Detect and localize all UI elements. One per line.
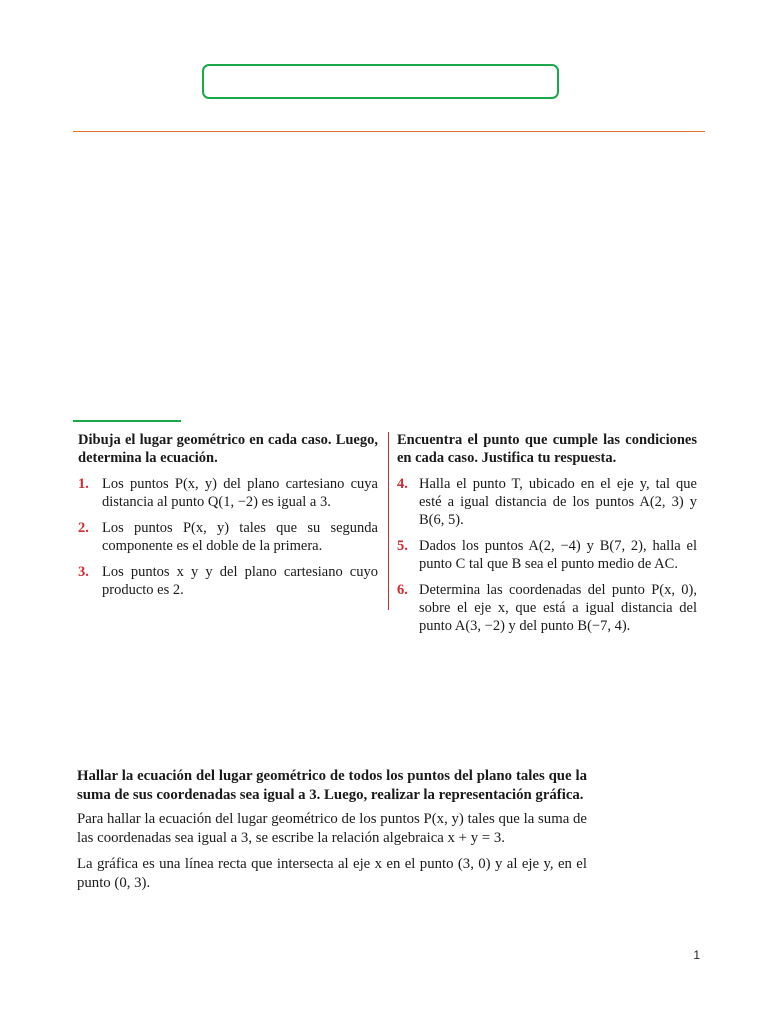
exercise-item (78, 475, 378, 511)
column-divider (388, 432, 389, 610)
exercise-column-right (397, 431, 697, 643)
right-heading: Encuentra el punto que cumple las condiciones en cada caso. Justifica tu respuesta. (397, 432, 697, 466)
section-accent-line (73, 420, 181, 422)
exercise-number: 2. (78, 520, 89, 536)
exercise-number: 3. (78, 564, 89, 580)
exercise-number: 5. (397, 538, 408, 554)
example-paragraph: La gráfica es una línea recta que intersecta al eje x en el punto (3, 0) y al eje y, en el punto (0, 3). (77, 856, 587, 891)
title-box (202, 64, 559, 99)
exercise-number: 6. (397, 582, 408, 598)
exercise-text: Los puntos P(x, y) tales que su segunda componente es el doble de la primera. (102, 520, 378, 554)
header-divider (73, 131, 705, 132)
exercise-text: Halla el punto T, ubicado en el eje y, tal que esté a igual distancia de los puntos A(2, 3) y B(6, 5). (419, 476, 697, 528)
exercise-column-left (78, 431, 378, 607)
exercise-number: 4. (397, 476, 408, 492)
exercise-item (397, 475, 697, 529)
exercise-item (397, 537, 697, 573)
exercise-number: 1. (78, 476, 89, 492)
example-paragraph: Para hallar la ecuación del lugar geométrico de los puntos P(x, y) tales que la suma de las coordenadas sea igual a 3, se escribe la relación algebraica x + y = 3. (77, 811, 587, 846)
exercise-text: Los puntos P(x, y) del plano cartesiano cuya distancia al punto Q(1, −2) es igual a 3. (102, 476, 378, 510)
exercise-text: Los puntos x y y del plano cartesiano cuyo producto es 2. (102, 564, 378, 598)
exercise-item (397, 581, 697, 635)
worked-example (77, 767, 587, 900)
exercise-item (78, 563, 378, 599)
exercise-text: Determina las coordenadas del punto P(x, 0), sobre el eje x, que está a igual distancia del punto A(3, −2) y del punto B(−7, 4). (419, 582, 697, 634)
exercise-text: Dados los puntos A(2, −4) y B(7, 2), halla el punto C tal que B sea el punto medio de AC. (419, 538, 697, 572)
example-heading: Hallar la ecuación del lugar geométrico de todos los puntos del plano tales que la suma de sus coordenadas sea igual a 3. Luego, realizar la representación gráfica. (77, 768, 587, 803)
left-heading: Dibuja el lugar geométrico en cada caso. Luego, determina la ecuación. (78, 432, 378, 466)
page-number: 1 (693, 948, 700, 962)
exercise-item (78, 519, 378, 555)
